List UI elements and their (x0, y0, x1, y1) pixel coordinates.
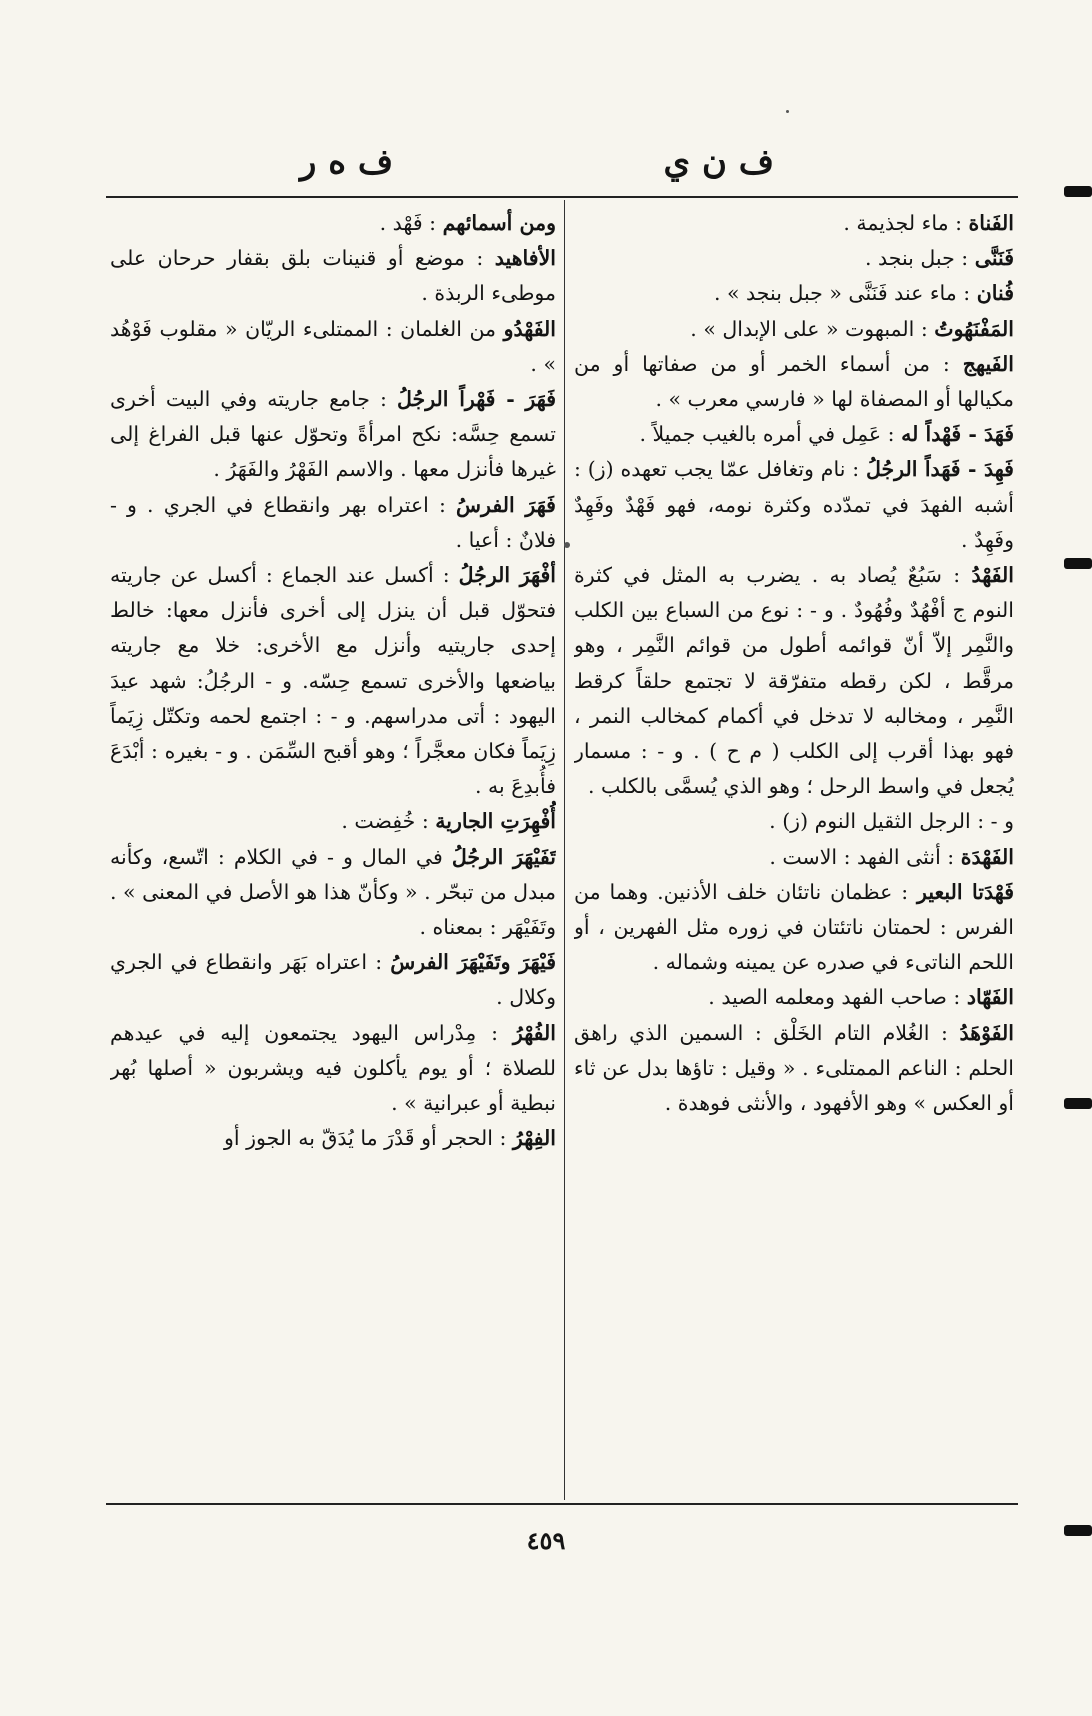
entry-definition: : عَمِل في أمره بالغيب جميلاً . (639, 422, 895, 447)
dictionary-entry (574, 276, 1014, 311)
dictionary-entry (574, 241, 1014, 276)
entry-headword: الفُهْرُ (512, 1020, 556, 1045)
dictionary-entry (574, 840, 1014, 875)
dictionary-entry (574, 206, 1014, 241)
scan-speck (786, 110, 789, 113)
entry-definition: : نام وتغافل عمّا يجب تعهده (ز) : أشبه الفهدَ في تمدّده وكثرة نومه، فهو فَهْدٌ وفَهِدٌ وفَهِدٌ . (574, 457, 1014, 552)
dictionary-entry (110, 1016, 556, 1122)
dictionary-entry (574, 804, 1014, 839)
page-header-root-right: ف ن ي (663, 142, 774, 182)
dictionary-entry (574, 875, 1014, 981)
entry-headword: فَهَرَ - فَهْراً الرجُلُ (397, 387, 556, 412)
dictionary-entry (110, 488, 556, 558)
dictionary-entry (110, 804, 556, 839)
entry-headword: الفَهّاد (966, 985, 1014, 1010)
entry-headword: الفَوْهَدُ (959, 1020, 1014, 1045)
entry-definition: من الغلمان : الممتلىء الريّان « مقلوب فَوْهُد » . (110, 316, 556, 376)
entry-headword: فَهَرَ الفرسُ (456, 492, 556, 517)
entry-definition: : صاحب الفهد ومعلمه الصيد . (708, 985, 961, 1010)
margin-mark (1064, 186, 1092, 197)
entry-headword: الأفاهيد (494, 246, 556, 271)
entry-headword: فَهْدَتا البعير (917, 879, 1014, 904)
dictionary-entry (574, 452, 1014, 558)
entry-headword: الفَهْدُ (971, 563, 1014, 588)
margin-mark (1064, 1525, 1092, 1536)
entry-definition: : سَبُعٌ يُصاد به . يضرب به المثل في كثرة النوم ج أفْهُدٌ وفُهُودٌ . و - : نوع من السباع بين الكلب والنَّمِر إلاّ أنّ قوائمه أطول من قوائم النَّمِر ، وهو مرقَّط ، لكن رقطه متفرّقة لا تجتمع حلقاً كرقط النَّمِر ، ومخالبه لا تدخل في أكمام كمخالب النمر ، فهو بهذا أقرب إلى الكلب ( م ح ) . و - : مسمار يُجعل في واسط الرحل ؛ وهو الذي يُسمَّى بالكلب . (574, 563, 1014, 799)
entry-definition: : من أسماء الخمر أو من صفاتها أو من مكيالها أو المصفاة لها « فارسي معرب » . (574, 351, 1014, 412)
dictionary-entry (574, 558, 1014, 804)
dictionary-entry (110, 840, 556, 946)
entry-headword: فَهِدَ - فَهَداً الرجُلُ (865, 457, 1014, 482)
entry-headword: فَنَنَّى (974, 246, 1014, 271)
dictionary-entry (574, 417, 1014, 452)
entry-definition: : أنثى الفهد : الاست . (769, 844, 955, 869)
entry-definition: : جبل بنجد . (864, 246, 969, 271)
entry-definition: : فَهْد . (379, 211, 437, 235)
entry-headword: الفِهْرُ (512, 1126, 556, 1151)
entry-headword: أفْهَرَ الرجُلُ (458, 563, 556, 588)
entry-headword: الفَهْدَة (960, 844, 1014, 869)
dictionary-entry (574, 980, 1014, 1015)
entry-definition: : الحجر أو قَدْرَ ما يُدَقّ به الجوز أو (224, 1126, 507, 1151)
entry-definition: : مِدْراس اليهود يجتمعون إليه في عيدهم للصلاة ؛ أو يوم يأكلون فيه ويشربون « أصلها بُهر نبطية أو عبرانية » . (110, 1020, 556, 1116)
entry-definition: : المبهوت « على الإبدال » . (690, 316, 928, 341)
entry-definition: : اعتراه بهر وانقطاع في الجري . و - فلانٌ : أعيا . (110, 492, 556, 552)
column-divider (564, 200, 565, 1500)
header-rule (106, 196, 1018, 198)
entry-headword: ومن أسمائهم (442, 211, 556, 235)
entry-definition: : خُفِضت . (341, 809, 429, 834)
entry-headword: الفَيهج (962, 351, 1014, 376)
entry-headword: الفَناة (968, 211, 1014, 235)
entry-definition: : أكسل عند الجماع : أكسل عن جاريته فتحوّل قبل أن ينزل إلى أخرى فأنزل معها: خالط إحدى جاريتيه وأنزل مع الأخرى: خلا مع جاريته بياضعها والأخرى تسمع حِسّه. و - الرجُلُ: شهد عيدَ اليهود : أتى مدراسهم. و - : اجتمع لحمه وتكتّل زِيَماً زِيَماً فكان معجَّراً ؛ وهو أقبح السِّمَن . و - بغيره : أبْدَعَ فأُبدِعَ به . (110, 563, 556, 799)
margin-mark (1064, 558, 1092, 569)
entry-definition: : موضع أو قنينات بلق بقفار حرحان على موطىء الربذة . (110, 246, 556, 306)
dictionary-entry (110, 206, 556, 241)
scan-speck (564, 542, 570, 548)
margin-mark (1064, 1098, 1092, 1109)
entry-definition: : الغُلام التام الخَلْق : السمين الذي راهق الحلم : الناعم الممتلىء . « وقيل : تاؤها بدل عن ثاء أو العكس » وهو الأفهود ، والأنثى فوهدة . (574, 1020, 1014, 1116)
entry-definition: و - : الرجل الثقيل النوم (ز) . (769, 809, 1014, 834)
dictionary-entry (574, 312, 1014, 347)
dictionary-entry (110, 558, 556, 804)
footer-rule (106, 1503, 1018, 1505)
entry-headword: فُنان (976, 281, 1014, 306)
page-number: ٤٥٩ (526, 1526, 566, 1555)
dictionary-entry (110, 382, 556, 488)
entry-headword: فَهَدَ - فَهْداً له (901, 422, 1014, 447)
entry-headword: المَفْنَهُوتُ (934, 316, 1014, 341)
dictionary-entry (110, 312, 556, 382)
dictionary-entry (110, 1121, 556, 1156)
dictionary-entry (574, 1016, 1014, 1122)
entry-definition: : ماء عند فَنَنَّى « جبل بنجد » . (713, 281, 971, 306)
entry-headword: الفَهْدُو (503, 316, 556, 341)
entry-definition: في المال و - في الكلام : اتّسع، وكأنه مبدل من تبحّر . « وكأنّ هذا هو الأصل في المعنى » . وتَفَيْهَر : بمعناه . (110, 844, 556, 940)
left-column (110, 206, 556, 1496)
dictionary-entry (110, 241, 556, 311)
page-header-root-left: ف ه ر (300, 142, 394, 182)
entry-definition: : ماء لجذيمة . (843, 211, 962, 235)
entry-headword: فَيْهَرَ وتَفَيْهَرَ الفرسُ (390, 950, 556, 975)
dictionary-entry (110, 945, 556, 1015)
entry-definition: : اعتراه بَهَر وانقطاع في الجري وكلال . (110, 950, 556, 1010)
entry-definition: : عظمان ناتئان خلف الأذنين. وهما من الفرس : لحمتان ناتئتان في زوره مثل الفهرين ، أو اللحم الناتىء في صدره عن يمينه وشماله . (574, 879, 1014, 975)
dictionary-entry (574, 347, 1014, 417)
entry-headword: أُفْهِرَتِ الجارية (435, 809, 556, 834)
entry-definition: : جامع جاريته وفي البيت أخرى تسمع حِسَّه: نكح امرأةً وتحوّل عنها قبل الفراغ إلى غيرها فأنزل معها . والاسم الفَهْرُ والفَهَرُ . (110, 387, 556, 482)
right-column (574, 206, 1014, 1496)
entry-headword: تَفَيْهَرَ الرجُلُ (451, 844, 556, 869)
